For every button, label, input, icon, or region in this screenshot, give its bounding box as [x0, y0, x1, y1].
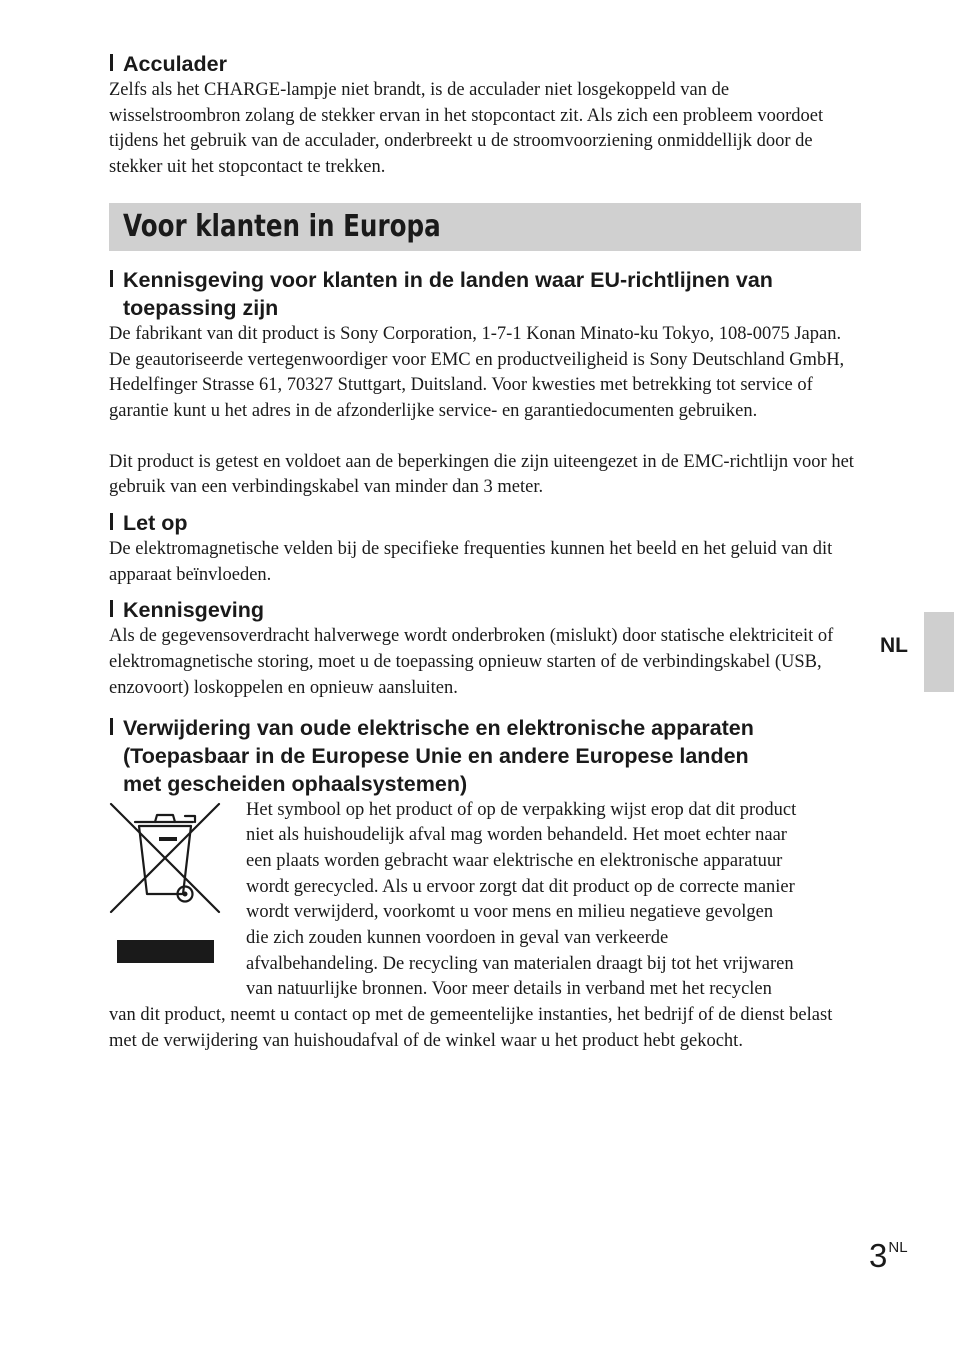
kennisgeving-heading [109, 596, 861, 624]
let-op-heading-text: Let op [123, 511, 188, 536]
heading-marker [110, 600, 113, 617]
heading-marker [110, 54, 113, 71]
acculader-paragraph: Zelfs als het CHARGE-lampje niet brandt, is de acculader niet losgekoppeld van de wisselstroombron zolang de stekker ervan in het stopcontact zit. Als zich een probleem voordoet tijdens het gebruik van de acculader, onderbreekt u de stroomvoorziening onmiddellijk door de stekker uit het stopcontact te trekken. [109, 80, 824, 178]
kennisgeving-heading-text: Kennisgeving [123, 598, 264, 623]
language-side-tab [924, 612, 954, 692]
weee-heading-line3: met gescheiden ophaalsystemen) [123, 771, 468, 796]
weee-tail-paragraph: van dit product, neemt u contact op met de gemeentelijke instanties, het bedrijf of de dienst belast met de verwijdering van huishoudafval of de winkel waar u het product hebt gekocht. [109, 1005, 833, 1051]
weee-line: een plaats worden gebracht waar elektrische en elektronische apparatuur [246, 850, 783, 871]
weee-wrapped-text [246, 798, 861, 1004]
eu-notice-heading-line1: Kennisgeving voor klanten in de landen waar EU-richtlijnen van [123, 267, 773, 292]
weee-heading-line1: Verwijdering van oude elektrische en elektronische apparaten [123, 715, 754, 740]
weee-line: van natuurlijke bronnen. Voor meer details in verband met het recyclen [246, 979, 772, 1000]
weee-line: wordt gerecycled. Als u ervoor zorgt dat dit product op de correcte manier [246, 876, 795, 897]
weee-heading-line2: (Toepasbaar in de Europese Unie en andere Europese landen [123, 743, 749, 768]
banner-title: Voor klanten in Europa [123, 208, 441, 244]
weee-line: afvalbehandeling. De recycling van materialen draagt bij tot het vrijwaren [246, 953, 794, 974]
language-label: NL [880, 634, 908, 657]
eu-notice-heading-line2: toepassing zijn [123, 295, 279, 320]
weee-body [109, 798, 861, 1055]
let-op-paragraph: De elektromagnetische velden bij de specifieke frequenties kunnen het beeld en het geluid van dit apparaat beïnvloeden. [109, 539, 833, 585]
crossed-out-wheelie-bin-icon [109, 802, 221, 964]
heading-marker [110, 270, 113, 287]
weee-line: wordt verwijderd, voorkomt u voor mens en milieu negatieve gevolgen [246, 902, 774, 923]
eu-notice-heading [109, 266, 861, 322]
acculader-heading-text: Acculader [123, 52, 227, 76]
weee-heading [109, 714, 861, 798]
eu-notice-paragraph-2: Dit product is getest en voldoet aan de beperkingen die zijn uiteengezet in de EMC-richtlijn voor het gebruik van een verbindingskabel van minder dan 3 meter. [109, 451, 854, 498]
acculader-heading [109, 50, 861, 78]
kennisgeving-paragraph: Als de gegevensoverdracht halverwege wordt onderbroken (mislukt) door statische elektriciteit of elektromagnetische storing, moet u de toepassing opnieuw starten of de verbindingskabel (USB, enzovoort) loskoppelen en opnieuw aansluiten. [109, 626, 834, 698]
section-banner [109, 203, 861, 251]
page-number-digit: 3 [869, 1237, 888, 1274]
page-number [869, 1237, 908, 1275]
page-content [109, 50, 861, 1055]
heading-marker [110, 718, 113, 735]
weee-line: die zich zouden kunnen voordoen in geval van verkeerde [246, 928, 669, 949]
weee-line: niet als huishoudelijk afval mag worden behandeld. Het moet echter naar [246, 825, 787, 846]
page-number-suffix: NL [888, 1239, 908, 1256]
weee-line: Het symbool op het product of op de verpakking wijst erop dat dit product [246, 799, 797, 820]
let-op-heading [109, 509, 861, 537]
heading-marker [110, 513, 113, 530]
eu-notice-paragraph-1: De fabrikant van dit product is Sony Corporation, 1-7-1 Konan Minato-ku Tokyo, 108-0075 Japan. De geautoriseerde vertegenwoordiger voor EMC en productveiligheid is Sony Deutschland GmbH, Hedelfinger Strasse 61, 70327 Stuttgart, Duitsland. Voor kwesties met betrekking tot service of garantie kunt u het adres in de afzonderlijke service- en garantiedocumenten gebruiken. [109, 323, 845, 421]
